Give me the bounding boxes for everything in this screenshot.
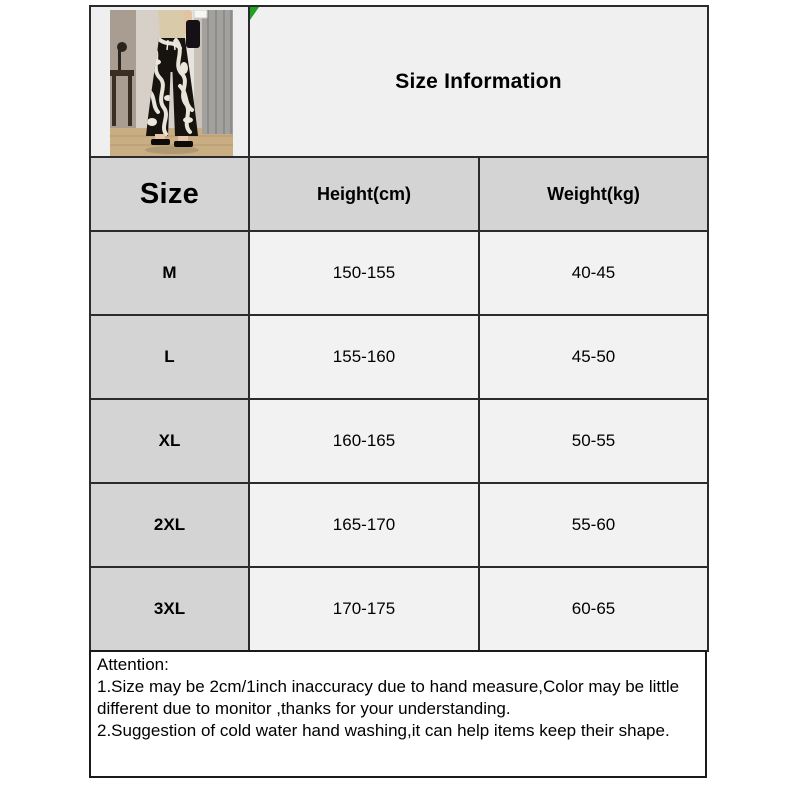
table-row-m [90,231,708,315]
height-column-header: Height(cm) [249,157,479,231]
table-row-xl [90,399,708,483]
height-value: 155-160 [249,315,479,399]
size-column-header: Size [90,157,249,231]
weight-column-header: Weight(kg) [479,157,708,231]
product-photo-cell [90,6,249,157]
size-table [89,5,709,652]
attention-heading: Attention: [97,655,169,674]
weight-value: 40-45 [479,231,708,315]
title-cell [249,6,708,157]
size-chart-sheet [89,5,707,778]
size-label: 2XL [90,483,249,567]
photo-title-row [90,6,708,157]
column-header-row [90,157,708,231]
size-label: M [90,231,249,315]
height-value: 170-175 [249,567,479,651]
size-label: XL [90,399,249,483]
weight-value: 50-55 [479,399,708,483]
height-value: 150-155 [249,231,479,315]
green-corner-marker-icon [250,7,259,20]
table-row-3xl [90,567,708,651]
weight-value: 60-65 [479,567,708,651]
page-title: Size Information [395,69,562,93]
height-value: 160-165 [249,399,479,483]
height-value: 165-170 [249,483,479,567]
size-label: L [90,315,249,399]
attention-note-1: 1.Size may be 2cm/1inch inaccuracy due to hand measure,Color may be little different due to monitor ,thanks for your understanding. [97,677,680,718]
attention-box [89,650,707,778]
table-row-l [90,315,708,399]
table-row-2xl [90,483,708,567]
size-label: 3XL [90,567,249,651]
attention-note-2: 2.Suggestion of cold water hand washing,it can help items keep their shape. [97,721,670,740]
weight-value: 45-50 [479,315,708,399]
product-photo [110,10,233,156]
weight-value: 55-60 [479,483,708,567]
